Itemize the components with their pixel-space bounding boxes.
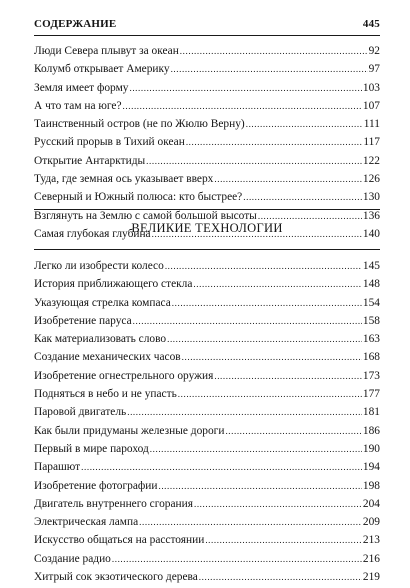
toc-entry-page: 219 — [362, 571, 380, 584]
toc-entry-title: А что там на юге? — [34, 99, 122, 112]
toc-entry-title: Искусство общаться на расстоянии — [34, 534, 205, 547]
toc-entry-page: 181 — [362, 406, 380, 419]
toc-entry — [34, 314, 380, 332]
toc-entry-page: 122 — [362, 154, 380, 167]
toc-entry — [34, 99, 380, 117]
toc-entry-title: Колумб открывает Америку — [34, 63, 170, 76]
toc-entry-page: 103 — [362, 81, 380, 94]
toc-entry — [34, 570, 380, 588]
dot-leader — [186, 135, 363, 149]
toc-list-section-1 — [34, 44, 380, 245]
toc-entry-page: 190 — [362, 442, 380, 455]
dot-leader — [194, 497, 362, 511]
toc-entry — [34, 117, 380, 135]
toc-entry-page: 194 — [362, 461, 380, 474]
toc-entry-title: Люди Севера плывут за океан — [34, 45, 179, 57]
toc-entry-page: 154 — [362, 296, 380, 309]
running-header-page-number: 445 — [362, 18, 380, 30]
toc-entry-page: 140 — [362, 227, 380, 240]
toc-entry-title: Первый в мире пароход — [34, 442, 149, 455]
toc-entry — [34, 190, 380, 208]
dot-leader — [123, 99, 362, 113]
toc-entry-title: Изобретение паруса — [34, 314, 132, 327]
dot-leader — [158, 479, 361, 493]
toc-entry-title: Легко ли изобрести колесо — [34, 260, 164, 272]
toc-entry-title: Изобретение фотографии — [34, 479, 158, 492]
toc-entry — [34, 332, 380, 350]
toc-entry-page: 97 — [368, 63, 380, 76]
toc-entry — [34, 62, 380, 80]
toc-entry-title: Электрическая лампа — [34, 516, 139, 529]
dot-leader — [146, 154, 362, 168]
toc-entry-page: 204 — [362, 497, 380, 510]
dot-leader — [225, 424, 361, 438]
toc-entry — [34, 277, 380, 295]
dot-leader — [199, 570, 362, 584]
toc-entry-page: 216 — [362, 552, 380, 565]
dot-leader — [172, 296, 362, 310]
toc-entry-title: Туда, где земная ось указывает вверх — [34, 173, 214, 186]
toc-entry — [34, 497, 380, 515]
toc-entry — [34, 81, 380, 99]
toc-entry-title: Создание механических часов — [34, 351, 181, 364]
toc-entry — [34, 552, 380, 570]
toc-entry — [34, 442, 380, 460]
running-header — [34, 18, 380, 34]
toc-entry — [34, 172, 380, 190]
toc-entry — [34, 387, 380, 405]
toc-entry-page: 198 — [362, 479, 380, 492]
toc-entry-page: 209 — [362, 516, 380, 529]
dot-leader — [214, 369, 362, 383]
toc-entry — [34, 154, 380, 172]
dot-leader — [178, 387, 362, 401]
toc-entry-page: 130 — [362, 191, 380, 204]
dot-leader — [112, 552, 362, 566]
toc-entry — [34, 369, 380, 387]
toc-list-section-2 — [34, 259, 380, 588]
toc-entry — [34, 259, 380, 277]
toc-entry-page: 173 — [362, 369, 380, 382]
dot-leader — [182, 350, 362, 364]
dot-leader — [167, 332, 362, 346]
toc-entry-page: 177 — [362, 388, 380, 401]
toc-entry-page: 145 — [362, 260, 380, 272]
toc-entry-title: Как были придуманы железные дороги — [34, 424, 225, 437]
toc-entry-title: Изобретение огнестрельного оружия — [34, 369, 214, 382]
toc-entry-title: Создание радио — [34, 552, 111, 565]
toc-entry-page: 148 — [362, 278, 380, 291]
running-header-title: СОДЕРЖАНИЕ — [34, 18, 117, 30]
dot-leader — [193, 277, 361, 291]
section-divider-bottom — [34, 249, 380, 250]
toc-entry-page: 186 — [362, 424, 380, 437]
toc-entry-title: Подняться в небо и не упасть — [34, 388, 177, 401]
toc-entry — [34, 515, 380, 533]
dot-leader — [205, 533, 362, 547]
toc-entry-page: 213 — [362, 534, 380, 547]
toc-entry — [34, 44, 380, 62]
toc-entry — [34, 479, 380, 497]
section-heading: ВЕЛИКИЕ ТЕХНОЛОГИИ — [131, 221, 283, 235]
toc-entry-title: Земля имеет форму — [34, 81, 129, 94]
toc-entry-page: 158 — [362, 314, 380, 327]
toc-entry — [34, 460, 380, 478]
dot-leader — [139, 515, 362, 529]
toc-entry-page: 111 — [363, 118, 380, 131]
dot-leader — [243, 190, 362, 204]
dot-leader — [133, 314, 362, 328]
toc-entry-title: Северный и Южный полюса: кто быстрее? — [34, 191, 243, 204]
section-divider-top — [34, 209, 380, 210]
dot-leader — [214, 172, 362, 186]
toc-entry — [34, 424, 380, 442]
toc-entry-title: Двигатель внутреннего сгорания — [34, 497, 193, 510]
toc-entry-title: Открытие Антарктиды — [34, 154, 146, 167]
dot-leader — [171, 62, 368, 76]
toc-entry-title: Указующая стрелка компаса — [34, 296, 171, 309]
toc-entry-page: 163 — [362, 333, 380, 346]
toc-entry — [34, 296, 380, 314]
dot-leader — [129, 81, 361, 95]
toc-entry — [34, 350, 380, 368]
toc-entry-page: 136 — [362, 209, 380, 222]
dot-leader — [165, 259, 362, 273]
toc-entry — [34, 405, 380, 423]
toc-entry-title: История приближающего стекла — [34, 278, 193, 291]
toc-entry — [34, 135, 380, 153]
toc-entry-title: Как материализовать слово — [34, 333, 167, 346]
dot-leader — [127, 405, 362, 419]
toc-entry-page: 92 — [368, 45, 380, 57]
dot-leader — [81, 460, 362, 474]
dot-leader — [150, 442, 362, 456]
toc-entry-title: Русский прорыв в Тихий океан — [34, 136, 185, 149]
toc-entry-title: Парашют — [34, 461, 81, 474]
toc-entry-title: Самая глубокая глубина — [34, 227, 151, 240]
toc-entry-title: Хитрый сок экзотического дерева — [34, 571, 198, 584]
toc-entry-title: Таинственный остров (не по Жюлю Верну) — [34, 118, 245, 131]
toc-entry — [34, 533, 380, 551]
dot-leader — [246, 117, 363, 131]
toc-entry-page: 107 — [362, 99, 380, 112]
header-rule — [34, 35, 380, 36]
toc-entry-page: 168 — [362, 351, 380, 364]
toc-entry-page: 126 — [362, 173, 380, 186]
toc-entry-title: Взглянуть на Землю с самой большой высоты — [34, 209, 257, 222]
toc-entry-page: 117 — [363, 136, 380, 149]
toc-entry-title: Паровой двигатель — [34, 406, 127, 419]
dot-leader — [180, 44, 368, 58]
